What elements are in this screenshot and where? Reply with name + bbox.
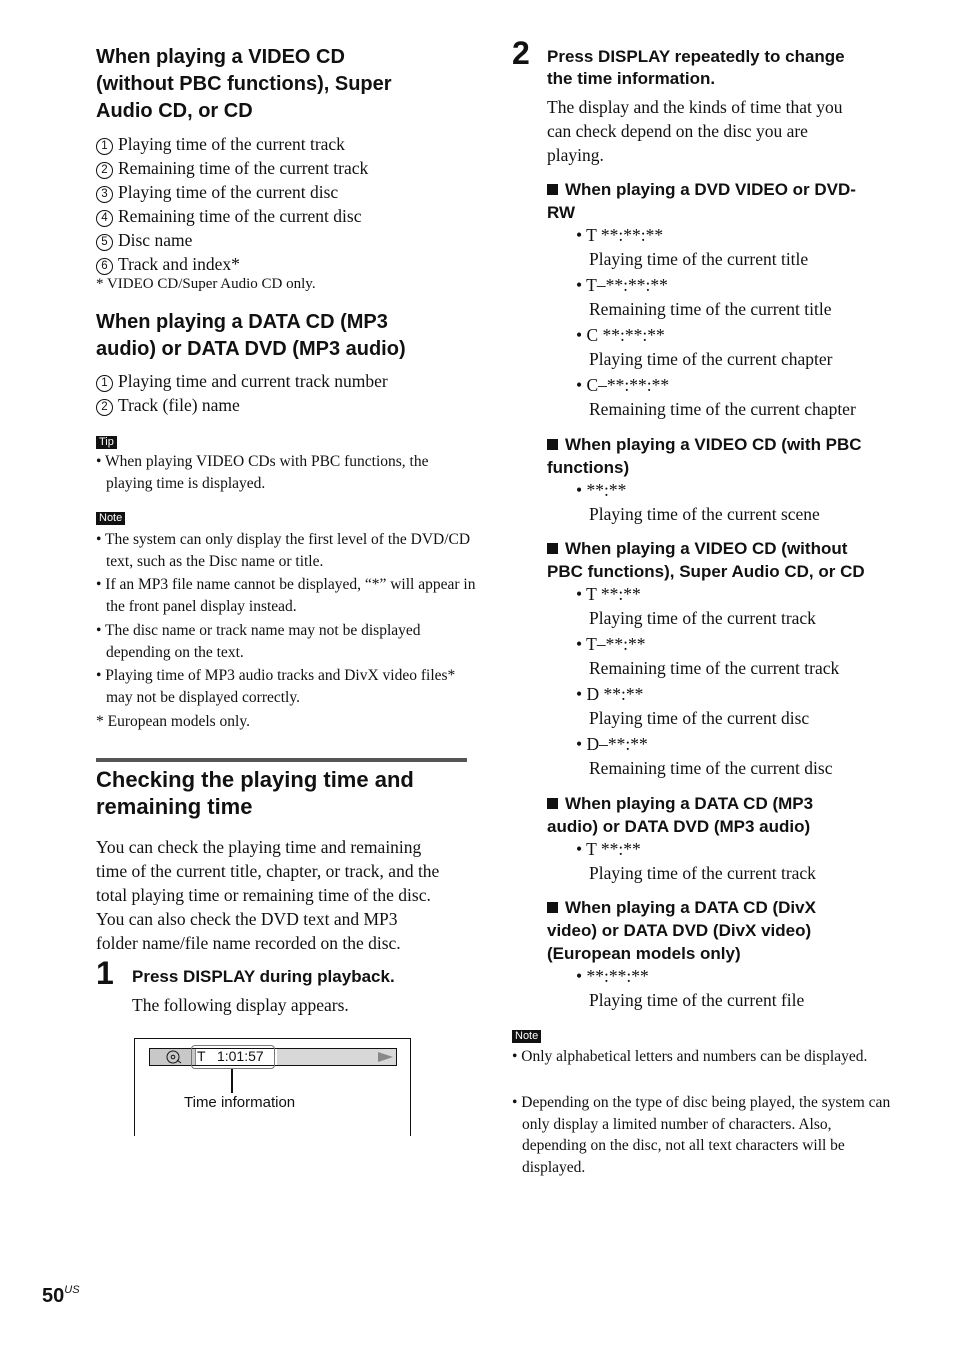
time-desc: Playing time of the current track bbox=[589, 608, 816, 628]
body-line: folder name/file name recorded on the disc. bbox=[96, 933, 401, 953]
step-body: The following display appears. bbox=[132, 995, 349, 1015]
item-text: Disc name bbox=[118, 230, 193, 250]
note-item: • If an MP3 file name cannot be displayed, “*” will appear in the front panel display instead. bbox=[96, 576, 476, 615]
display-illustration bbox=[134, 1038, 412, 1136]
tip-item: • When playing VIDEO CDs with PBC functions, the playing time is displayed. bbox=[96, 453, 429, 492]
circled-number: 1 bbox=[96, 375, 113, 392]
note-item: • Playing time of MP3 audio tracks and DivX video files* may not be displayed correctly. bbox=[96, 667, 456, 706]
note-item: • The system can only display the first level of the DVD/CD text, such as the Disc name or title. bbox=[96, 531, 471, 570]
step-number: 2 bbox=[512, 35, 530, 71]
heading-line bbox=[547, 537, 892, 560]
heading-text: When playing a VIDEO CD (with PBC bbox=[565, 435, 862, 454]
note-label: Note bbox=[512, 1030, 541, 1043]
item-text: Track (file) name bbox=[118, 395, 240, 415]
heading-line: remaining time bbox=[96, 794, 253, 819]
time-desc: Remaining time of the current chapter bbox=[589, 399, 856, 419]
vcd-section-heading bbox=[96, 44, 392, 125]
time-code: • T **:**:** bbox=[576, 225, 664, 245]
circled-number: 2 bbox=[96, 399, 113, 416]
section-rule bbox=[96, 758, 467, 762]
note-item: • Only alphabetical letters and numbers can be displayed. bbox=[512, 1048, 868, 1065]
heading-line: audio) or DATA DVD (MP3 audio) bbox=[96, 338, 406, 360]
time-desc: Remaining time of the current track bbox=[589, 658, 840, 678]
tip-label: Tip bbox=[96, 436, 117, 449]
list-item bbox=[96, 180, 338, 204]
heading-line: (European models only) bbox=[547, 944, 741, 963]
heading-line: the time information. bbox=[547, 69, 716, 88]
body-line: can check depend on the disc you are bbox=[547, 121, 808, 141]
vcd-footnote: * VIDEO CD/Super Audio CD only. bbox=[96, 276, 316, 292]
step-body bbox=[547, 95, 843, 167]
dvd-subheading bbox=[547, 178, 892, 224]
heading-line: Press DISPLAY repeatedly to change bbox=[547, 47, 845, 66]
step-heading bbox=[547, 46, 845, 90]
time-desc: Remaining time of the current title bbox=[589, 299, 832, 319]
mp3-section-heading bbox=[96, 309, 406, 363]
callout-label: Time information bbox=[184, 1094, 296, 1111]
time-code: • T–**:**:** bbox=[576, 275, 668, 295]
item-text: Playing time of the current disc bbox=[118, 182, 339, 202]
frame-left bbox=[134, 1038, 135, 1136]
time-code: • D–**:** bbox=[576, 734, 648, 754]
square-bullet-icon bbox=[547, 543, 558, 554]
heading-line: Checking the playing time and bbox=[96, 767, 414, 792]
square-bullet-icon bbox=[547, 902, 558, 913]
list-item bbox=[96, 252, 240, 276]
heading-line: video) or DATA DVD (DivX video) bbox=[547, 921, 812, 940]
heading-text: When playing a DATA CD (MP3 bbox=[565, 794, 814, 813]
play-icon bbox=[378, 1051, 394, 1063]
list-item bbox=[96, 156, 368, 180]
heading-line: Audio CD, or CD bbox=[96, 100, 253, 122]
time-desc: Playing time of the current scene bbox=[589, 504, 820, 524]
note-item: • Depending on the type of disc being played, the system can only display a limited number of characters. Also, depending on the disc, not all text characters will be displayed. bbox=[512, 1094, 891, 1176]
time-desc: Remaining time of the current disc bbox=[589, 758, 833, 778]
circled-number: 4 bbox=[96, 210, 113, 227]
checking-body bbox=[96, 835, 439, 955]
body-line: total playing time or remaining time of the disc. bbox=[96, 885, 431, 905]
list-item bbox=[96, 204, 361, 228]
time-desc: Playing time of the current title bbox=[589, 249, 809, 269]
body-line: You can check the playing time and remaining bbox=[96, 837, 422, 857]
time-desc: Playing time of the current file bbox=[589, 990, 805, 1010]
heading-line: functions) bbox=[547, 458, 630, 477]
time-desc: Playing time of the current disc bbox=[589, 708, 810, 728]
heading-line: (without PBC functions), Super bbox=[96, 73, 392, 95]
item-text: Track and index* bbox=[118, 254, 240, 274]
heading-line: When playing a VIDEO CD bbox=[96, 46, 345, 68]
heading-line bbox=[547, 178, 892, 201]
time-desc: Playing time of the current chapter bbox=[589, 349, 833, 369]
time-code: • D **:** bbox=[576, 684, 644, 704]
time-code: • T **:** bbox=[576, 839, 641, 859]
note-footnote: * European models only. bbox=[96, 713, 250, 730]
square-bullet-icon bbox=[547, 798, 558, 809]
vcd-nopbc-subheading bbox=[547, 537, 892, 583]
vcd-pbc-subheading bbox=[547, 433, 892, 479]
disc-icon bbox=[165, 1050, 183, 1064]
item-text: Remaining time of the current track bbox=[118, 158, 369, 178]
time-code: • T **:** bbox=[576, 584, 641, 604]
callout-highlight bbox=[191, 1045, 275, 1069]
circled-number: 2 bbox=[96, 162, 113, 179]
page-number-value: 50 bbox=[42, 1285, 65, 1307]
item-text: Remaining time of the current disc bbox=[118, 206, 362, 226]
item-text: Playing time and current track number bbox=[118, 371, 388, 391]
time-readout: T 1:01:57 bbox=[197, 1048, 264, 1064]
note-item: • The disc name or track name may not be displayed depending on the text. bbox=[96, 622, 421, 661]
callout-line bbox=[231, 1069, 233, 1093]
heading-line: PBC functions), Super Audio CD, or CD bbox=[547, 562, 865, 581]
item-text: Playing time of the current track bbox=[118, 134, 345, 154]
circled-number: 5 bbox=[96, 234, 113, 251]
step-number: 1 bbox=[96, 955, 114, 991]
time-desc: Playing time of the current track bbox=[589, 863, 816, 883]
heading-text: When playing a VIDEO CD (without bbox=[565, 539, 848, 558]
square-bullet-icon bbox=[547, 439, 558, 450]
heading-line: audio) or DATA DVD (MP3 audio) bbox=[547, 817, 811, 836]
page-number bbox=[42, 1284, 80, 1308]
heading-line bbox=[547, 792, 892, 815]
frame-right bbox=[410, 1038, 411, 1136]
checking-heading bbox=[96, 766, 414, 820]
frame-top bbox=[134, 1038, 410, 1039]
body-line: playing. bbox=[547, 145, 604, 165]
mp3-subheading bbox=[547, 792, 892, 838]
body-line: You can also check the DVD text and MP3 bbox=[96, 909, 398, 929]
circled-number: 1 bbox=[96, 138, 113, 155]
list-item bbox=[96, 393, 240, 417]
time-code: • T–**:** bbox=[576, 634, 646, 654]
time-code: • **:**:** bbox=[576, 966, 649, 986]
list-item bbox=[96, 132, 345, 156]
body-line: time of the current title, chapter, or track, and the bbox=[96, 861, 440, 881]
list-item bbox=[96, 369, 388, 393]
heading-line: RW bbox=[547, 203, 576, 222]
circled-number: 6 bbox=[96, 258, 113, 275]
heading-line bbox=[547, 896, 892, 919]
circled-number: 3 bbox=[96, 186, 113, 203]
time-code: • C–**:**:** bbox=[576, 375, 670, 395]
heading-text: When playing a DATA CD (DivX bbox=[565, 898, 816, 917]
time-code: • **:** bbox=[576, 480, 627, 500]
body-line: The display and the kinds of time that you bbox=[547, 97, 843, 117]
divx-subheading bbox=[547, 896, 892, 965]
step-heading: Press DISPLAY during playback. bbox=[132, 967, 395, 986]
heading-line: When playing a DATA CD (MP3 bbox=[96, 311, 388, 333]
note-label: Note bbox=[96, 512, 125, 525]
square-bullet-icon bbox=[547, 184, 558, 195]
region-code: US bbox=[64, 1284, 80, 1296]
heading-text: When playing a DVD VIDEO or DVD- bbox=[565, 180, 856, 199]
disc-icon-area bbox=[150, 1049, 195, 1065]
list-item bbox=[96, 228, 192, 252]
time-code: • C **:**:** bbox=[576, 325, 665, 345]
heading-line bbox=[547, 433, 892, 456]
